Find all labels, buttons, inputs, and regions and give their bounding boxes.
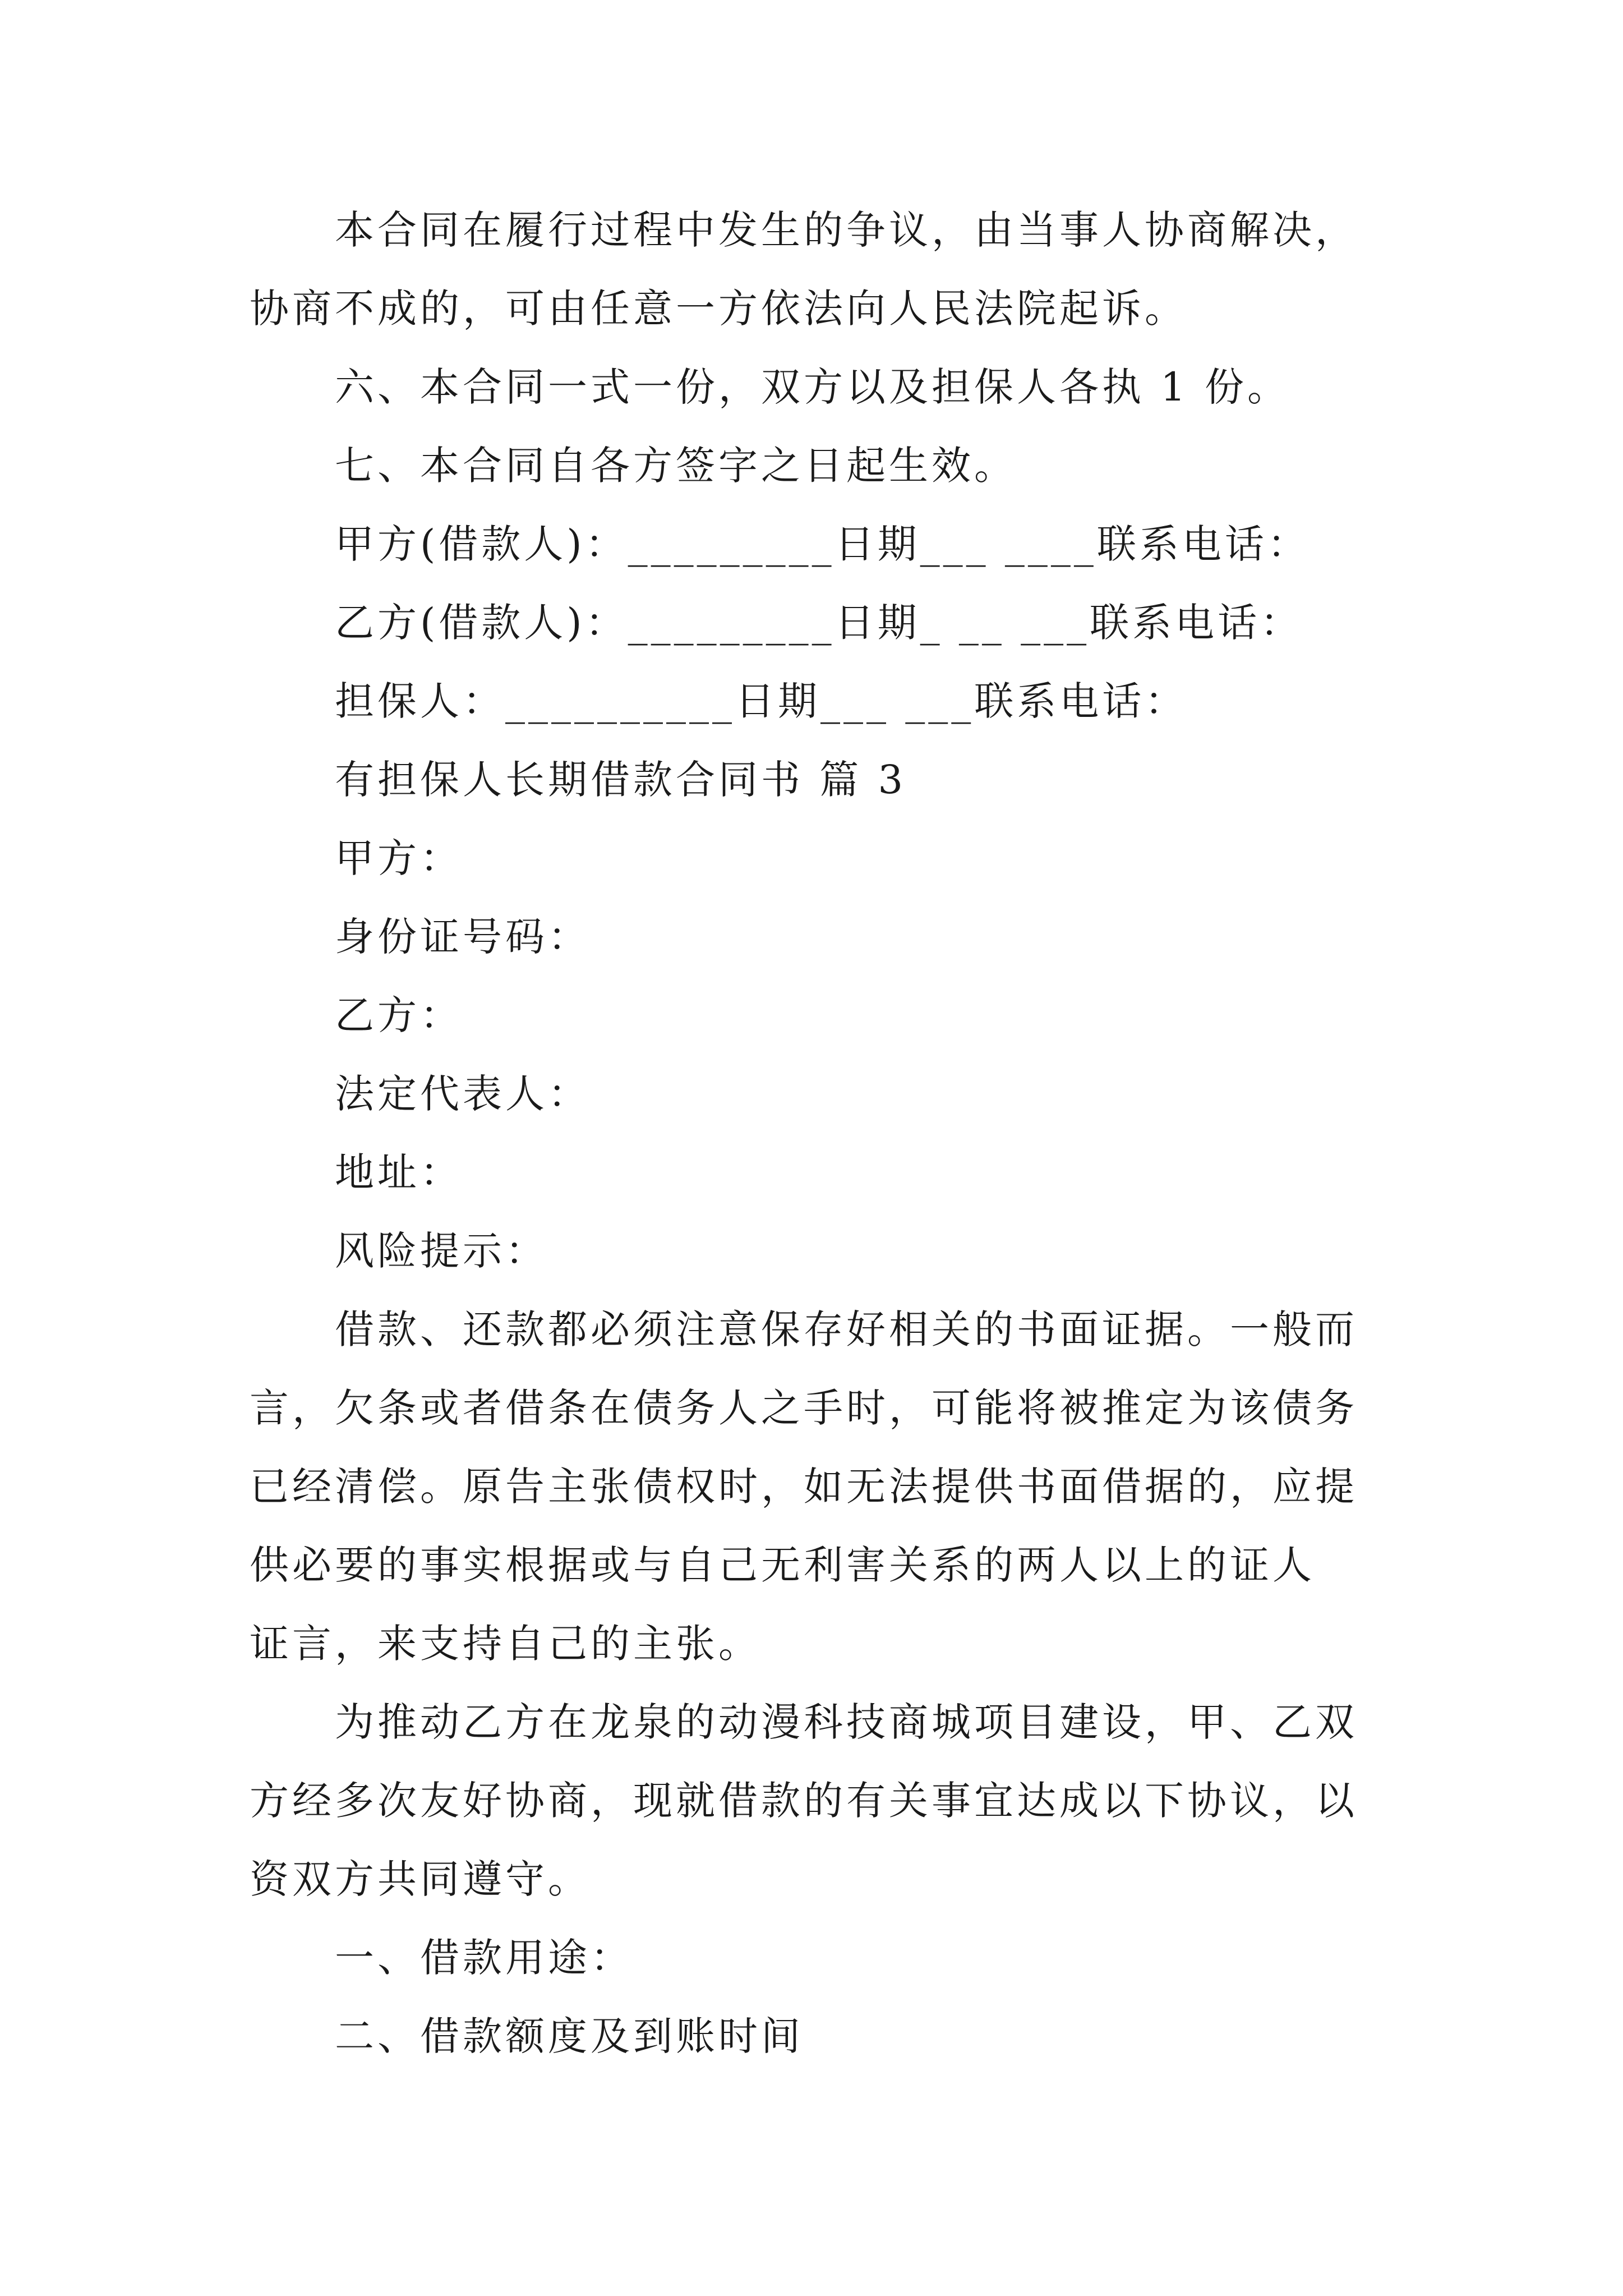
clause-two-heading: 二、借款额度及到账时间 xyxy=(335,2013,804,2059)
field-party-b: 乙方： xyxy=(335,992,463,1038)
paragraph-line: 已经清偿。原告主张债权时，如无法提供书面借据的，应提 xyxy=(250,1464,1358,1510)
paragraph-line: 方经多次友好协商，现就借款的有关事宜达成以下协议，以 xyxy=(250,1778,1358,1824)
clause-six: 六、本合同一式一份，双方以及担保人各执 1 份。 xyxy=(335,364,1290,410)
field-party-a: 甲方： xyxy=(335,835,463,881)
paragraph-line: 协商不成的，可由任意一方依法向人民法院起诉。 xyxy=(250,286,1187,332)
clause-one-heading: 一、借款用途： xyxy=(335,1935,633,1981)
section-title: 有担保人长期借款合同书 篇 3 xyxy=(335,757,907,803)
paragraph-line: 供必要的事实根据或与自己无利害关系的两人以上的证人 xyxy=(250,1542,1315,1588)
field-id-number: 身份证号码： xyxy=(335,914,591,960)
signature-line-guarantor: 担保人：__________日期___ ___联系电话： xyxy=(335,678,1188,724)
paragraph-line: 言，欠条或者借条在债务人之手时，可能将被推定为该债务 xyxy=(250,1385,1358,1431)
document-body xyxy=(250,191,1382,2076)
paragraph-line: 证言，来支持自己的主张。 xyxy=(250,1621,761,1667)
signature-line-party-b: 乙方(借款人)：_________日期_ __ ___联系电话： xyxy=(335,600,1303,646)
paragraph-line: 资双方共同遵守。 xyxy=(250,1856,591,1902)
paragraph-line: 为推动乙方在龙泉的动漫科技商城项目建设，甲、乙双 xyxy=(335,1699,1358,1745)
field-legal-representative: 法定代表人： xyxy=(335,1071,591,1117)
field-address: 地址： xyxy=(335,1149,463,1195)
paragraph-line: 本合同在履行过程中发生的争议，由当事人协商解决， xyxy=(335,207,1358,253)
risk-notice-heading: 风险提示： xyxy=(335,1228,548,1274)
signature-line-party-a: 甲方(借款人)：_________日期___ ____联系电话： xyxy=(335,521,1310,567)
clause-seven: 七、本合同自各方签字之日起生效。 xyxy=(335,443,1017,489)
paragraph-line: 借款、还款都必须注意保存好相关的书面证据。一般而 xyxy=(335,1306,1358,1352)
